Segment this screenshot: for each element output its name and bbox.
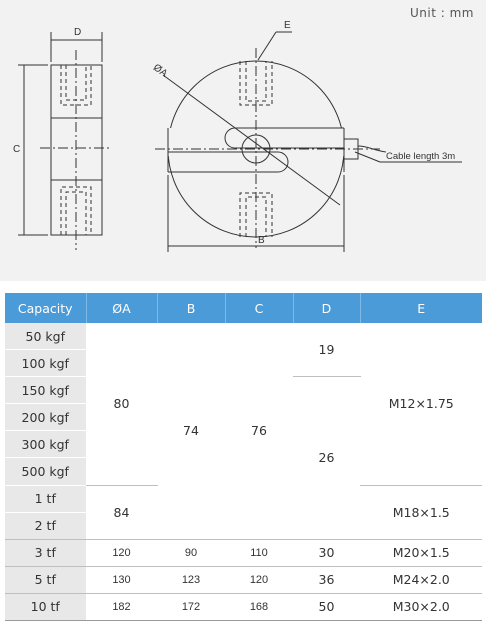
capacity-cell: 200 kgf [5,404,86,431]
header-d: D [293,293,360,323]
d-value-cell: 19 [293,323,360,377]
d-value-cell: 36 [293,566,360,593]
e-value-cell: M20×1.5 [360,539,482,566]
capacity-cell: 50 kgf [5,323,86,350]
dim-e-label: E [284,20,291,31]
d-value-cell: 26 [293,377,360,540]
d-value-cell: 30 [293,539,360,566]
b-value-cell: 172 [157,593,225,620]
a-value-cell: 182 [86,593,157,620]
load-cell-drawing [0,0,486,281]
header-c: C [225,293,293,323]
e-value-cell: M24×2.0 [360,566,482,593]
dim-b-label: B [258,235,265,246]
a-value-cell: 130 [86,566,157,593]
capacity-cell: 1 tf [5,485,86,512]
capacity-cell: 300 kgf [5,431,86,458]
c-value-cell: 168 [225,593,293,620]
header-capacity: Capacity [5,293,86,323]
e-value-cell: M12×1.75 [360,323,482,485]
capacity-cell: 100 kgf [5,350,86,377]
header-b: B [157,293,225,323]
capacity-cell: 3 tf [5,539,86,566]
b-value-cell: 123 [157,566,225,593]
table-row [5,593,482,620]
c-value-cell: 76 [225,323,293,539]
header-e: E [360,293,482,323]
dim-d-label: D [74,27,82,38]
a-value-cell: 84 [86,485,157,539]
capacity-cell: 5 tf [5,566,86,593]
technical-drawing [0,0,486,281]
table-row [5,566,482,593]
dim-a-label: ØA [151,62,170,80]
capacity-cell: 2 tf [5,512,86,539]
spec-table [5,293,482,621]
b-value-cell: 74 [157,323,225,539]
header-row [5,293,482,323]
e-value-cell: M18×1.5 [360,485,482,539]
header-a: ØA [86,293,157,323]
cable-length-label: Cable length 3m [386,151,456,162]
capacity-cell: 500 kgf [5,458,86,485]
table-row [5,323,482,350]
c-value-cell: 120 [225,566,293,593]
a-value-cell: 80 [86,323,157,485]
dim-c-label: C [13,144,21,155]
e-value-cell: M30×2.0 [360,593,482,620]
c-value-cell: 110 [225,539,293,566]
unit-label: Unit : mm [410,6,474,20]
a-value-cell: 120 [86,539,157,566]
table-row [5,539,482,566]
capacity-cell: 10 tf [5,593,86,620]
capacity-cell: 150 kgf [5,377,86,404]
d-value-cell: 50 [293,593,360,620]
b-value-cell: 90 [157,539,225,566]
